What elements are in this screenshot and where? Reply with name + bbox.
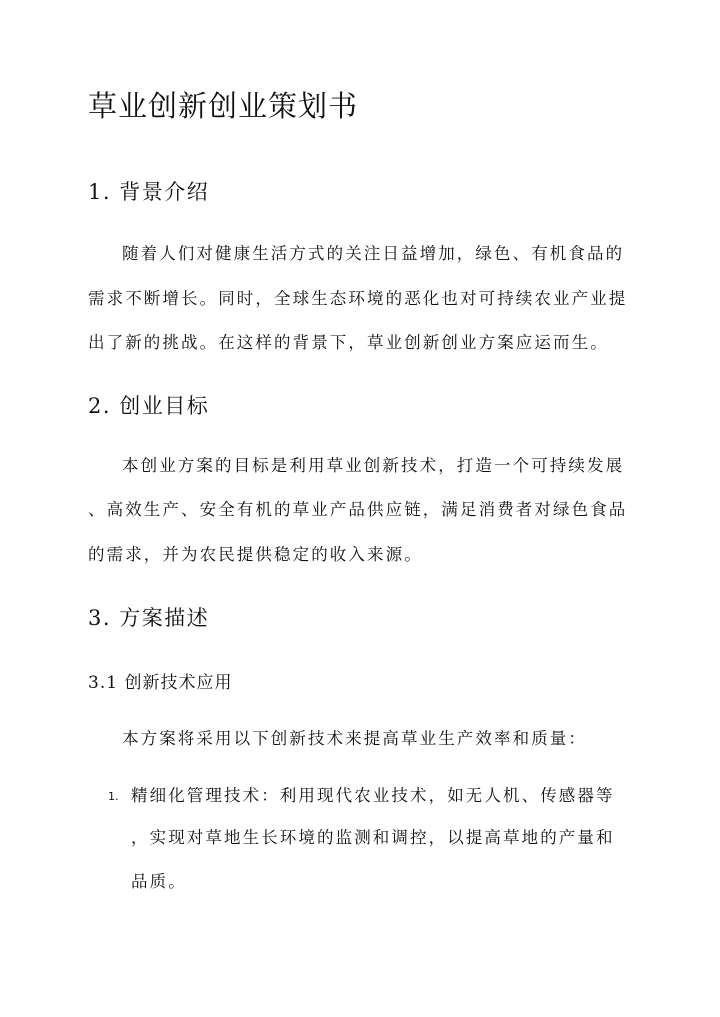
- list-marker: 1.: [108, 790, 119, 803]
- section-heading-plan: 3. 方案描述: [88, 606, 210, 630]
- list-item-line: ，实现对草地生长环境的监测和调控，以提高草地的产量和: [131, 828, 615, 847]
- paragraph-line: 的需求，并为农民提供稳定的收入来源。: [88, 545, 423, 564]
- paragraph-line: 随着人们对健康生活方式的关注日益增加，绿色、有机食品的: [122, 244, 625, 263]
- section-heading-goals: 2. 创业目标: [88, 394, 210, 418]
- paragraph-line: 本创业方案的目标是利用草业创新技术，打造一个可持续发展: [122, 456, 625, 475]
- paragraph-line: 需求不断增长。同时，全球生态环境的恶化也对可持续农业产业提: [88, 289, 628, 308]
- document-title: 草业创新创业策划书: [88, 89, 359, 123]
- paragraph-line: 本方案将采用以下创新技术来提高草业生产效率和质量：: [122, 729, 587, 748]
- section-heading-background: 1. 背景介绍: [88, 180, 210, 204]
- paragraph-line: 出了新的挑战。在这样的背景下，草业创新创业方案应运而生。: [88, 333, 609, 352]
- paragraph-line: 、高效生产、安全有机的草业产品供应链，满足消费者对绿色食品: [88, 500, 628, 519]
- list-item-line: 精细化管理技术：利用现代农业技术，如无人机、传感器等: [131, 786, 615, 805]
- subsection-heading: 3.1 创新技术应用: [88, 673, 233, 693]
- list-item-line: 品质。: [131, 872, 187, 891]
